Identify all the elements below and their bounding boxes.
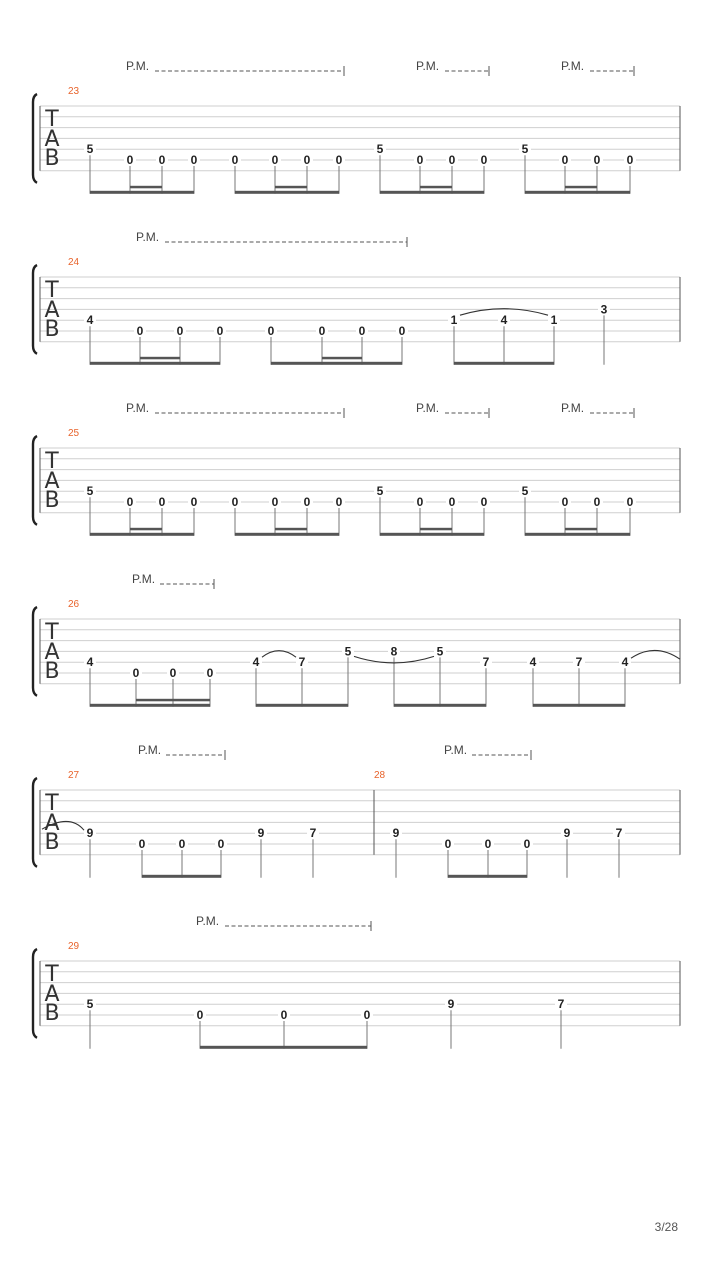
fret-number: 5 xyxy=(376,484,384,499)
beam-primary xyxy=(533,704,625,707)
system-bracket xyxy=(33,778,37,867)
fret-number: 9 xyxy=(392,826,400,841)
fret-number: 0 xyxy=(176,324,184,338)
fret-number: 0 xyxy=(480,495,488,509)
beam-primary xyxy=(90,191,194,194)
palm-mute-label: P.M. xyxy=(126,401,150,415)
fret-number: 0 xyxy=(448,495,456,509)
fret-number: 0 xyxy=(190,495,198,509)
fret-number: 0 xyxy=(196,1008,204,1022)
fret-number: 5 xyxy=(86,142,94,157)
fret-number: 0 xyxy=(358,324,366,338)
fret-number: 0 xyxy=(169,666,177,680)
fret-number: 7 xyxy=(298,655,306,670)
beam-secondary xyxy=(420,528,452,531)
fret-number: 5 xyxy=(86,997,94,1012)
tab-letter-t: T xyxy=(45,791,59,816)
fret-number: 0 xyxy=(158,495,166,509)
fret-number: 5 xyxy=(344,644,352,659)
beam-primary xyxy=(256,704,348,707)
beam-primary xyxy=(90,704,210,707)
beam-secondary xyxy=(322,357,362,360)
fret-number: 5 xyxy=(436,644,444,659)
beam-primary xyxy=(380,191,484,194)
beam-secondary xyxy=(420,186,452,189)
tab-system xyxy=(33,230,680,365)
palm-mute-label: P.M. xyxy=(444,743,468,757)
fret-number: 0 xyxy=(335,153,343,167)
beam-secondary xyxy=(136,699,210,702)
tab-system xyxy=(33,59,680,194)
fret-number: 4 xyxy=(529,655,537,670)
fret-number: 0 xyxy=(190,153,198,167)
fret-number: 7 xyxy=(482,655,490,670)
system-bracket xyxy=(33,436,37,525)
beam-primary xyxy=(200,1046,367,1049)
tab-letter-a: A xyxy=(44,640,60,665)
beam-primary xyxy=(235,533,339,536)
fret-number: 0 xyxy=(593,495,601,509)
system-bracket xyxy=(33,949,37,1038)
beam-secondary xyxy=(130,528,162,531)
fret-number: 9 xyxy=(86,826,94,841)
measure-number: 23 xyxy=(68,86,80,97)
beam-secondary xyxy=(140,357,180,360)
fret-number: 9 xyxy=(563,826,571,841)
tab-letter-a: A xyxy=(44,811,60,836)
fret-number: 0 xyxy=(178,837,186,851)
fret-number: 0 xyxy=(267,324,275,338)
fret-number: 0 xyxy=(448,153,456,167)
palm-mute-label: P.M. xyxy=(561,401,585,415)
fret-number: 5 xyxy=(521,484,529,499)
tab-letter-a: A xyxy=(44,127,60,152)
fret-number: 0 xyxy=(271,153,279,167)
tab-letter-b: B xyxy=(44,488,60,513)
tab-letter-t: T xyxy=(45,962,59,987)
measure-number: 25 xyxy=(68,428,80,439)
fret-number: 0 xyxy=(318,324,326,338)
fret-number: 8 xyxy=(390,644,398,659)
fret-number: 0 xyxy=(303,153,311,167)
fret-number: 0 xyxy=(231,495,239,509)
fret-number: 0 xyxy=(335,495,343,509)
fret-number: 4 xyxy=(86,313,94,328)
fret-number: 7 xyxy=(615,826,623,841)
beam-primary xyxy=(235,191,339,194)
fret-number: 5 xyxy=(376,142,384,157)
measure-number: 26 xyxy=(68,599,80,610)
palm-mute-label: P.M. xyxy=(126,59,150,73)
fret-number: 0 xyxy=(303,495,311,509)
beam-secondary xyxy=(275,528,307,531)
fret-number: 4 xyxy=(500,313,508,328)
measure-number: 27 xyxy=(68,770,80,781)
fret-number: 0 xyxy=(416,495,424,509)
fret-number: 0 xyxy=(158,153,166,167)
fret-number: 0 xyxy=(444,837,452,851)
fret-number: 4 xyxy=(86,655,94,670)
tab-system xyxy=(33,743,680,878)
fret-number: 0 xyxy=(363,1008,371,1022)
tab-letter-a: A xyxy=(44,298,60,323)
fret-number: 7 xyxy=(557,997,565,1012)
beam-secondary xyxy=(565,528,597,531)
beam-primary xyxy=(90,362,220,365)
tab-system xyxy=(33,572,680,707)
tab-letter-b: B xyxy=(44,830,60,855)
fret-number: 0 xyxy=(271,495,279,509)
fret-number: 0 xyxy=(561,153,569,167)
fret-number: 0 xyxy=(484,837,492,851)
tab-system xyxy=(33,401,680,536)
fret-number: 0 xyxy=(626,153,634,167)
fret-number: 4 xyxy=(621,655,629,670)
fret-number: 0 xyxy=(126,495,134,509)
tab-letter-b: B xyxy=(44,1001,60,1026)
tab-system xyxy=(33,914,680,1049)
fret-number: 9 xyxy=(447,997,455,1012)
fret-number: 7 xyxy=(309,826,317,841)
fret-number: 0 xyxy=(216,324,224,338)
system-bracket xyxy=(33,94,37,183)
fret-number: 0 xyxy=(280,1008,288,1022)
fret-number: 1 xyxy=(550,313,558,328)
palm-mute-label: P.M. xyxy=(416,401,440,415)
palm-mute-label: P.M. xyxy=(561,59,585,73)
tab-letter-b: B xyxy=(44,659,60,684)
beam-secondary xyxy=(130,186,162,189)
measure-number: 28 xyxy=(374,770,386,781)
tab-letter-t: T xyxy=(45,107,59,132)
fret-number: 0 xyxy=(217,837,225,851)
fret-number: 1 xyxy=(450,313,458,328)
palm-mute-label: P.M. xyxy=(132,572,156,586)
tab-letter-t: T xyxy=(45,620,59,645)
fret-number: 0 xyxy=(138,837,146,851)
beam-primary xyxy=(142,875,221,878)
beam-secondary xyxy=(565,186,597,189)
beam-primary xyxy=(90,533,194,536)
tab-letter-a: A xyxy=(44,982,60,1007)
tab-letter-t: T xyxy=(45,278,59,303)
beam-primary xyxy=(448,875,527,878)
fret-number: 0 xyxy=(136,324,144,338)
fret-number: 4 xyxy=(252,655,260,670)
palm-mute-label: P.M. xyxy=(138,743,162,757)
beam-primary xyxy=(271,362,402,365)
measure-number: 29 xyxy=(68,941,80,952)
fret-number: 0 xyxy=(523,837,531,851)
palm-mute-label: P.M. xyxy=(416,59,440,73)
system-bracket xyxy=(33,607,37,696)
fret-number: 5 xyxy=(521,142,529,157)
fret-number: 0 xyxy=(206,666,214,680)
fret-number: 7 xyxy=(575,655,583,670)
palm-mute-label: P.M. xyxy=(136,230,160,244)
fret-number: 0 xyxy=(561,495,569,509)
fret-number: 9 xyxy=(257,826,265,841)
beam-primary xyxy=(525,191,630,194)
fret-number: 3 xyxy=(600,302,608,317)
beam-secondary xyxy=(275,186,307,189)
page-number: 3/28 xyxy=(654,1220,678,1234)
fret-number: 0 xyxy=(626,495,634,509)
palm-mute-label: P.M. xyxy=(196,914,220,928)
fret-number: 5 xyxy=(86,484,94,499)
fret-number: 0 xyxy=(132,666,140,680)
fret-number: 0 xyxy=(416,153,424,167)
tab-letter-b: B xyxy=(44,317,60,342)
measure-number: 24 xyxy=(68,257,80,268)
tab-letter-t: T xyxy=(45,449,59,474)
beam-primary xyxy=(380,533,484,536)
tab-letter-a: A xyxy=(44,469,60,494)
beam-primary xyxy=(394,704,486,707)
fret-number: 0 xyxy=(231,153,239,167)
fret-number: 0 xyxy=(126,153,134,167)
system-bracket xyxy=(33,265,37,354)
beam-primary xyxy=(525,533,630,536)
tab-letter-b: B xyxy=(44,146,60,171)
fret-number: 0 xyxy=(480,153,488,167)
fret-number: 0 xyxy=(593,153,601,167)
fret-number: 0 xyxy=(398,324,406,338)
beam-primary xyxy=(454,362,554,365)
